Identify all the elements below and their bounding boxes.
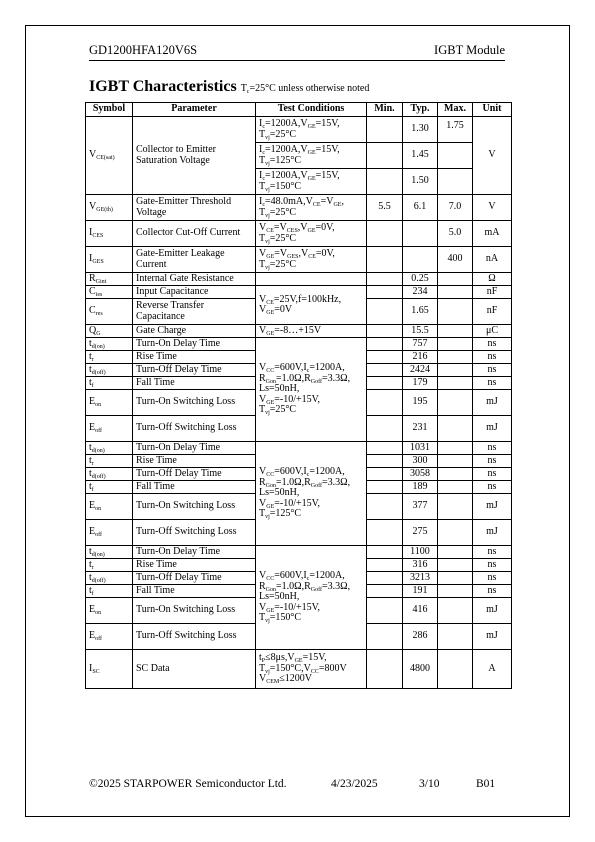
typ-cell: 3213 — [403, 572, 438, 585]
unit-cell: Ω — [473, 273, 512, 286]
param-cell: Gate-Emitter Threshold Voltage — [133, 195, 256, 221]
max-cell — [438, 494, 473, 520]
condition-cell: $V_{CE}=V_{CES},V_{GE}=0V$, $T_{vj}=25^\circ C$ — [256, 221, 367, 247]
symbol-cell: $E_{off}$ — [86, 520, 133, 546]
symbol-cell: $V_{CE(sat)}$ — [86, 117, 133, 195]
table-header-row — [86, 103, 512, 117]
typ-cell: 1.50 — [403, 169, 438, 195]
min-cell — [367, 273, 403, 286]
unit-cell: ns — [473, 442, 512, 455]
condition-cell: $V_{CC}=600V,I_c=1200A$, $R_{Gon}=1.0\Omega,R_{Goff}=3.3\Omega$, Ls=50nH, $V_{GE}=-10/+15V$, $T_{vj}=25^\circ C$ — [256, 338, 367, 442]
min-cell — [367, 442, 403, 455]
typ-cell: 1031 — [403, 442, 438, 455]
table-row — [86, 273, 512, 286]
max-cell: 7.0 — [438, 195, 473, 221]
symbol-cell: $I_{SC}$ — [86, 650, 133, 689]
typ-cell: 416 — [403, 598, 438, 624]
unit-cell: mJ — [473, 416, 512, 442]
param-cell: Reverse Transfer Capacitance — [133, 299, 256, 325]
condition-cell: $I_c=1200A,V_{GE}=15V$, $T_{vj}=125^\circ C$ — [256, 143, 367, 169]
max-cell — [438, 169, 473, 195]
max-cell — [438, 455, 473, 468]
min-cell — [367, 650, 403, 689]
min-cell — [367, 546, 403, 559]
param-cell: Turn-On Delay Time — [133, 546, 256, 559]
unit-cell: ns — [473, 585, 512, 598]
max-cell — [438, 572, 473, 585]
max-cell — [438, 559, 473, 572]
symbol-cell: $t_f$ — [86, 377, 133, 390]
condition-cell: $I_c=1200A,V_{GE}=15V$, $T_{vj}=150^\circ C$ — [256, 169, 367, 195]
condition-cell: $V_{GE}=-8\dots+15V$ — [256, 325, 367, 338]
min-cell — [367, 351, 403, 364]
typ-cell: 1100 — [403, 546, 438, 559]
typ-cell: 195 — [403, 390, 438, 416]
max-cell — [438, 481, 473, 494]
param-cell: Fall Time — [133, 377, 256, 390]
condition-cell — [256, 273, 367, 286]
table-row — [86, 117, 512, 143]
footer-date: 4/23/2025 — [331, 778, 378, 790]
typ-cell: 1.45 — [403, 143, 438, 169]
param-cell: Collector to Emitter Saturation Voltage — [133, 117, 256, 195]
max-cell — [438, 351, 473, 364]
unit-cell: ns — [473, 351, 512, 364]
max-cell — [438, 377, 473, 390]
typ-cell: 757 — [403, 338, 438, 351]
max-cell — [438, 416, 473, 442]
max-cell — [438, 468, 473, 481]
unit-cell: V — [473, 195, 512, 221]
min-cell — [367, 520, 403, 546]
unit-cell: mJ — [473, 520, 512, 546]
unit-cell: nF — [473, 286, 512, 299]
min-cell — [367, 247, 403, 273]
symbol-cell: $I_{CES}$ — [86, 221, 133, 247]
symbol-cell: $E_{on}$ — [86, 390, 133, 416]
param-cell: Turn-On Delay Time — [133, 338, 256, 351]
max-cell: 400 — [438, 247, 473, 273]
typ-cell — [403, 221, 438, 247]
max-cell — [438, 286, 473, 299]
typ-cell: 234 — [403, 286, 438, 299]
max-cell — [438, 442, 473, 455]
symbol-cell: $Q_G$ — [86, 325, 133, 338]
unit-cell: V — [473, 117, 512, 195]
symbol-cell: $E_{on}$ — [86, 598, 133, 624]
min-cell — [367, 481, 403, 494]
condition-cell: $I_c=1200A,V_{GE}=15V$, $T_{vj}=25^\circ C$ — [256, 117, 367, 143]
typ-cell: 275 — [403, 520, 438, 546]
unit-cell: ns — [473, 546, 512, 559]
table-row — [86, 247, 512, 273]
typ-cell: 189 — [403, 481, 438, 494]
typ-cell: 3058 — [403, 468, 438, 481]
param-cell: Gate-Emitter Leakage Current — [133, 247, 256, 273]
symbol-cell: $t_f$ — [86, 481, 133, 494]
table-row — [86, 442, 512, 455]
param-cell: Turn-Off Delay Time — [133, 572, 256, 585]
min-cell — [367, 559, 403, 572]
min-cell — [367, 585, 403, 598]
col-header: Test Conditions — [256, 103, 367, 117]
col-header: Min. — [367, 103, 403, 117]
typ-cell: 4800 — [403, 650, 438, 689]
unit-cell: ns — [473, 377, 512, 390]
symbol-cell: $t_r$ — [86, 559, 133, 572]
symbol-cell: $t_{d(off)}$ — [86, 572, 133, 585]
max-cell — [438, 143, 473, 169]
max-cell — [438, 585, 473, 598]
part-number: GD1200HFA120V6S — [89, 43, 198, 57]
param-cell: Input Capacitance — [133, 286, 256, 299]
typ-cell: 286 — [403, 624, 438, 650]
unit-cell: ns — [473, 559, 512, 572]
typ-cell: 231 — [403, 416, 438, 442]
param-cell: Gate Charge — [133, 325, 256, 338]
param-cell: SC Data — [133, 650, 256, 689]
max-cell — [438, 273, 473, 286]
min-cell — [367, 494, 403, 520]
typ-cell: 179 — [403, 377, 438, 390]
unit-cell: A — [473, 650, 512, 689]
min-cell — [367, 325, 403, 338]
min-cell — [367, 117, 403, 143]
symbol-cell: $C_{ies}$ — [86, 286, 133, 299]
max-cell: 1.75 — [438, 117, 473, 143]
min-cell — [367, 143, 403, 169]
table-row — [86, 195, 512, 221]
param-cell: Turn-On Switching Loss — [133, 494, 256, 520]
footer-copyright: ©2025 STARPOWER Semiconductor Ltd. — [89, 778, 287, 790]
table-row — [86, 338, 512, 351]
typ-cell: 316 — [403, 559, 438, 572]
col-header: Typ. — [403, 103, 438, 117]
unit-cell: nF — [473, 299, 512, 325]
symbol-cell: $t_{d(on)}$ — [86, 338, 133, 351]
symbol-cell: $t_{d(off)}$ — [86, 468, 133, 481]
unit-cell: ns — [473, 468, 512, 481]
section-title-text: IGBT Characteristics — [89, 78, 237, 95]
min-cell — [367, 455, 403, 468]
param-cell: Rise Time — [133, 559, 256, 572]
max-cell — [438, 520, 473, 546]
condition-cell: $V_{CC}=600V,I_c=1200A$, $R_{Gon}=1.0\Omega,R_{Goff}=3.3\Omega$, Ls=50nH, $V_{GE}=-10/+15V$, $T_{vj}=150^\circ C$ — [256, 546, 367, 650]
min-cell: 5.5 — [367, 195, 403, 221]
min-cell — [367, 572, 403, 585]
min-cell — [367, 390, 403, 416]
symbol-cell: $E_{off}$ — [86, 624, 133, 650]
unit-cell: ns — [473, 572, 512, 585]
param-cell: Rise Time — [133, 351, 256, 364]
max-cell — [438, 299, 473, 325]
min-cell — [367, 299, 403, 325]
condition-cell: $V_{CE}=25V,f=100kHz$, $V_{GE}=0V$ — [256, 286, 367, 325]
typ-cell: 300 — [403, 455, 438, 468]
param-cell: Turn-On Delay Time — [133, 442, 256, 455]
min-cell — [367, 416, 403, 442]
footer-page-number: 3/10 — [419, 778, 440, 790]
typ-cell: 191 — [403, 585, 438, 598]
param-cell: Turn-Off Switching Loss — [133, 416, 256, 442]
param-cell: Fall Time — [133, 585, 256, 598]
max-cell: 5.0 — [438, 221, 473, 247]
col-header: Max. — [438, 103, 473, 117]
max-cell — [438, 364, 473, 377]
max-cell — [438, 338, 473, 351]
condition-cell: $V_{CC}=600V,I_c=1200A$, $R_{Gon}=1.0\Omega,R_{Goff}=3.3\Omega$, Ls=50nH, $V_{GE}=-10/+15V$, $T_{vj}=125^\circ C$ — [256, 442, 367, 546]
param-cell: Fall Time — [133, 481, 256, 494]
max-cell — [438, 598, 473, 624]
section-condition: $T_c=25^\circ C$ unless otherwise noted — [240, 83, 370, 95]
param-cell: Collector Cut-Off Current — [133, 221, 256, 247]
table-row — [86, 221, 512, 247]
typ-cell: 1.65 — [403, 299, 438, 325]
min-cell — [367, 598, 403, 624]
typ-cell: 216 — [403, 351, 438, 364]
symbol-cell: $t_r$ — [86, 351, 133, 364]
max-cell — [438, 390, 473, 416]
symbol-cell: $V_{GE(th)}$ — [86, 195, 133, 221]
symbol-cell: $t_f$ — [86, 585, 133, 598]
min-cell — [367, 364, 403, 377]
typ-cell: 15.5 — [403, 325, 438, 338]
min-cell — [367, 286, 403, 299]
typ-cell: 0.25 — [403, 273, 438, 286]
table-row — [86, 286, 512, 299]
min-cell — [367, 624, 403, 650]
unit-cell: mJ — [473, 624, 512, 650]
col-header: Symbol — [86, 103, 133, 117]
unit-cell: mJ — [473, 494, 512, 520]
section-title — [89, 78, 369, 96]
unit-cell: mJ — [473, 390, 512, 416]
symbol-cell: $t_{d(off)}$ — [86, 364, 133, 377]
symbol-cell: $t_{d(on)}$ — [86, 442, 133, 455]
footer-revision: B01 — [476, 778, 496, 790]
param-cell: Rise Time — [133, 455, 256, 468]
min-cell — [367, 468, 403, 481]
typ-cell: 377 — [403, 494, 438, 520]
param-cell: Turn-On Switching Loss — [133, 390, 256, 416]
symbol-cell: $E_{on}$ — [86, 494, 133, 520]
param-cell: Turn-Off Delay Time — [133, 364, 256, 377]
doc-type: IGBT Module — [434, 43, 505, 57]
unit-cell: nA — [473, 247, 512, 273]
col-header: Parameter — [133, 103, 256, 117]
symbol-cell: $t_r$ — [86, 455, 133, 468]
max-cell — [438, 624, 473, 650]
unit-cell: ns — [473, 364, 512, 377]
typ-cell: 1.30 — [403, 117, 438, 143]
unit-cell: mJ — [473, 598, 512, 624]
col-header: Unit — [473, 103, 512, 117]
unit-cell: μC — [473, 325, 512, 338]
param-cell: Turn-Off Switching Loss — [133, 520, 256, 546]
min-cell — [367, 169, 403, 195]
param-cell: Internal Gate Resistance — [133, 273, 256, 286]
unit-cell: ns — [473, 481, 512, 494]
page-header — [89, 42, 505, 61]
typ-cell: 6.1 — [403, 195, 438, 221]
condition-cell: $I_c=48.0mA,V_{CE}=V_{GE}$, $T_{vj}=25^\circ C$ — [256, 195, 367, 221]
table-row — [86, 650, 512, 689]
max-cell — [438, 546, 473, 559]
unit-cell: ns — [473, 455, 512, 468]
param-cell: Turn-On Switching Loss — [133, 598, 256, 624]
typ-cell: 2424 — [403, 364, 438, 377]
symbol-cell: $R_{Gint}$ — [86, 273, 133, 286]
param-cell: Turn-Off Switching Loss — [133, 624, 256, 650]
symbol-cell: $t_{d(on)}$ — [86, 546, 133, 559]
max-cell — [438, 650, 473, 689]
symbol-cell: $C_{res}$ — [86, 299, 133, 325]
unit-cell: mA — [473, 221, 512, 247]
table-row — [86, 546, 512, 559]
unit-cell: ns — [473, 338, 512, 351]
symbol-cell: $I_{GES}$ — [86, 247, 133, 273]
max-cell — [438, 325, 473, 338]
typ-cell — [403, 247, 438, 273]
table-row — [86, 325, 512, 338]
symbol-cell: $E_{off}$ — [86, 416, 133, 442]
min-cell — [367, 377, 403, 390]
min-cell — [367, 221, 403, 247]
igbt-characteristics-table — [85, 102, 512, 689]
condition-cell: $V_{GE}=V_{GES},V_{CE}=0V$, $T_{vj}=25^\circ C$ — [256, 247, 367, 273]
min-cell — [367, 338, 403, 351]
condition-cell: $t_P\le 8\mu s,V_{GE}=15V$, $T_{vj}=150^\circ C,V_{CC}=800V$ $V_{CEM}\le 1200V$ — [256, 650, 367, 689]
param-cell: Turn-Off Delay Time — [133, 468, 256, 481]
